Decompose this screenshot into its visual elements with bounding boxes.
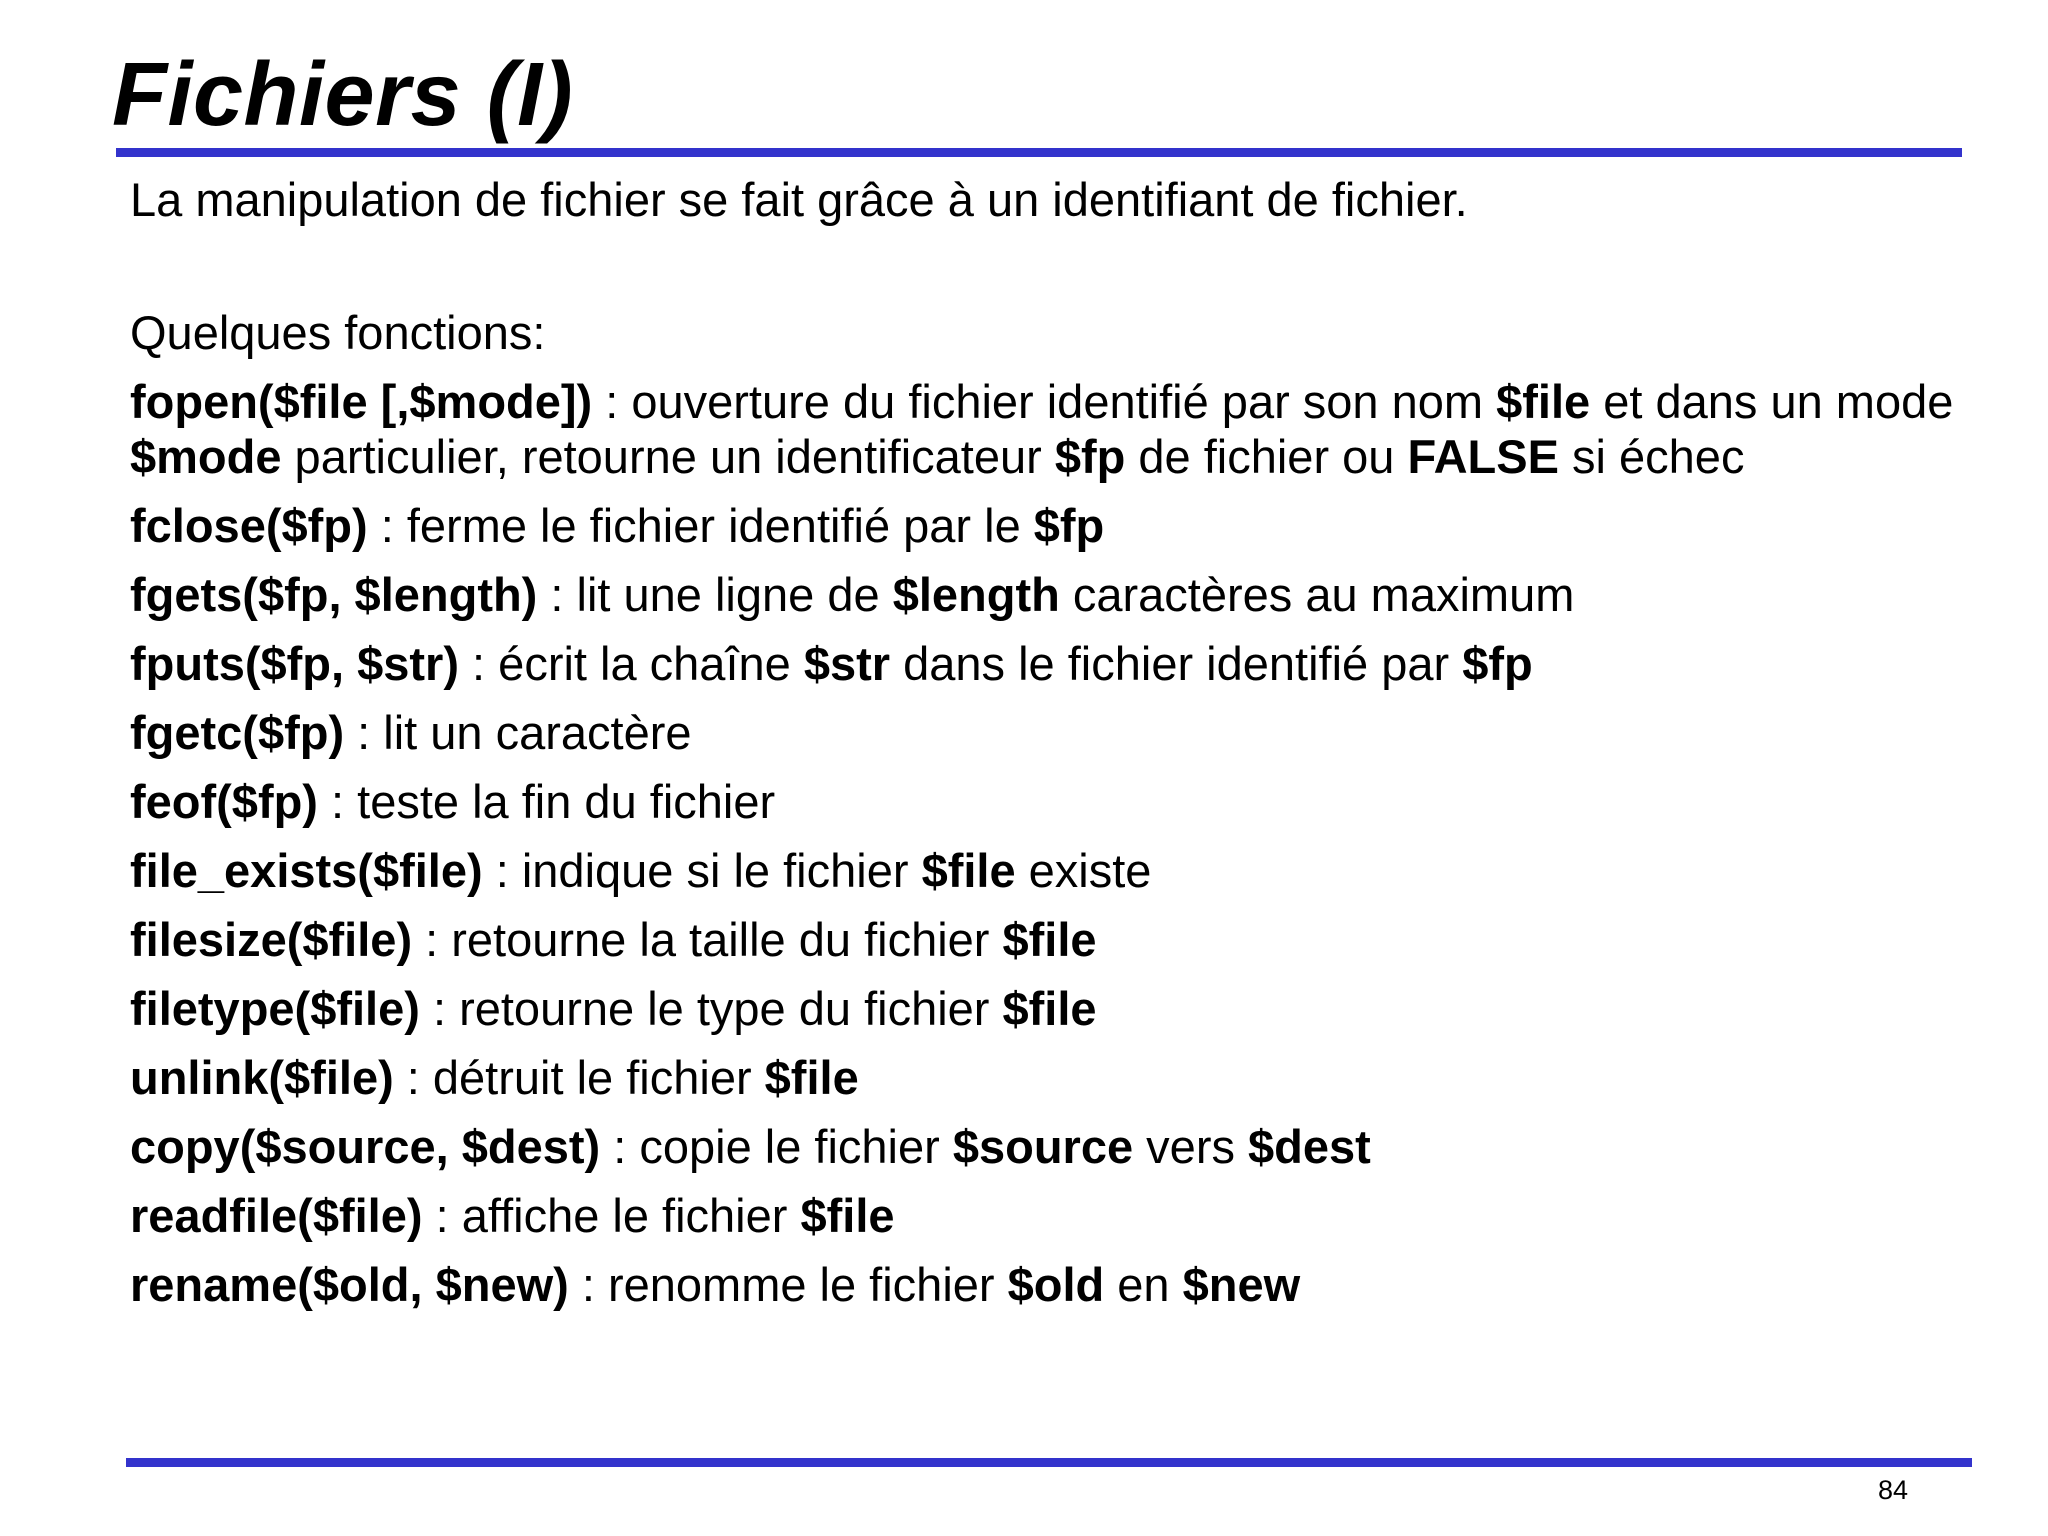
code-term: $fp <box>1033 499 1105 552</box>
description-text: et dans un mode <box>1590 375 1954 428</box>
code-term: $str <box>803 637 891 690</box>
function-item <box>130 636 1960 691</box>
description-text: : affiche le fichier <box>422 1189 801 1242</box>
code-term: file_exists($file) <box>130 844 483 897</box>
description-text: en <box>1104 1258 1183 1311</box>
description-text: : renomme le fichier <box>568 1258 1008 1311</box>
code-term: $mode <box>130 430 282 483</box>
function-item <box>130 1188 1960 1243</box>
description-text: si échec <box>1558 430 1745 483</box>
title-divider <box>116 148 1962 157</box>
description-text: : indique si le fichier <box>482 844 922 897</box>
description-text: : lit un caractère <box>344 706 692 759</box>
function-item <box>130 912 1960 967</box>
code-term: $source <box>952 1120 1134 1173</box>
description-text: : ouverture du fichier identifié par son nom <box>592 375 1497 428</box>
code-term: $length <box>892 568 1060 621</box>
code-term: $file <box>1002 982 1097 1035</box>
footer-divider <box>126 1458 1972 1467</box>
code-term: copy($source, $dest) <box>130 1120 601 1173</box>
function-item <box>130 705 1960 760</box>
function-item <box>130 1050 1960 1105</box>
description-text: particulier, retourne un identificateur <box>281 430 1055 483</box>
description-text: : retourne la taille du fichier <box>412 913 1003 966</box>
description-text: : copie le fichier <box>600 1120 953 1173</box>
description-text: : lit une ligne de <box>537 568 893 621</box>
description-text: : ferme le fichier identifié par le <box>367 499 1034 552</box>
slide-body <box>130 172 1960 1326</box>
function-item <box>130 981 1960 1036</box>
function-item <box>130 774 1960 829</box>
code-term: fclose($fp) <box>130 499 368 552</box>
description-text: : teste la fin du fichier <box>317 775 776 828</box>
code-term: $fp <box>1054 430 1126 483</box>
code-term: $file <box>800 1189 895 1242</box>
code-term: unlink($file) <box>130 1051 394 1104</box>
code-term: filetype($file) <box>130 982 420 1035</box>
function-item <box>130 1257 1960 1312</box>
code-term: rename($old, $new) <box>130 1258 569 1311</box>
description-text: : écrit la chaîne <box>459 637 804 690</box>
function-item <box>130 498 1960 553</box>
description-text: caractères au maximum <box>1059 568 1575 621</box>
description-text: : retourne le type du fichier <box>419 982 1003 1035</box>
code-term: feof($fp) <box>130 775 318 828</box>
function-item <box>130 843 1960 898</box>
code-term: fgets($fp, $length) <box>130 568 538 621</box>
description-text: existe <box>1015 844 1152 897</box>
code-term: $dest <box>1248 1120 1371 1173</box>
description-text: : détruit le fichier <box>393 1051 765 1104</box>
code-term: fputs($fp, $str) <box>130 637 459 690</box>
intro-text: La manipulation de fichier se fait grâce à un identifiant de fichier. <box>130 173 1468 226</box>
function-item <box>130 567 1960 622</box>
description-text: vers <box>1133 1120 1249 1173</box>
code-term: $file <box>1496 375 1591 428</box>
functions-heading: Quelques fonctions: <box>130 306 546 359</box>
code-term: $fp <box>1462 637 1533 690</box>
code-term: filesize($file) <box>130 913 413 966</box>
slide-title: Fichiers (I) <box>112 45 574 145</box>
function-item <box>130 1119 1960 1174</box>
code-term: $file <box>764 1051 859 1104</box>
function-item <box>130 374 1960 484</box>
code-term: readfile($file) <box>130 1189 423 1242</box>
code-term: fgetc($fp) <box>130 706 345 759</box>
code-term: $old <box>1007 1258 1105 1311</box>
page-number: 84 <box>1877 1475 1908 1505</box>
code-term: $file <box>1002 913 1097 966</box>
function-list <box>130 374 1960 1312</box>
code-term: fopen($file [,$mode]) <box>130 375 593 428</box>
code-term: FALSE <box>1407 430 1559 483</box>
code-term: $file <box>921 844 1016 897</box>
description-text: dans le fichier identifié par <box>890 637 1463 690</box>
description-text: de fichier ou <box>1125 430 1408 483</box>
code-term: $new <box>1182 1258 1301 1311</box>
